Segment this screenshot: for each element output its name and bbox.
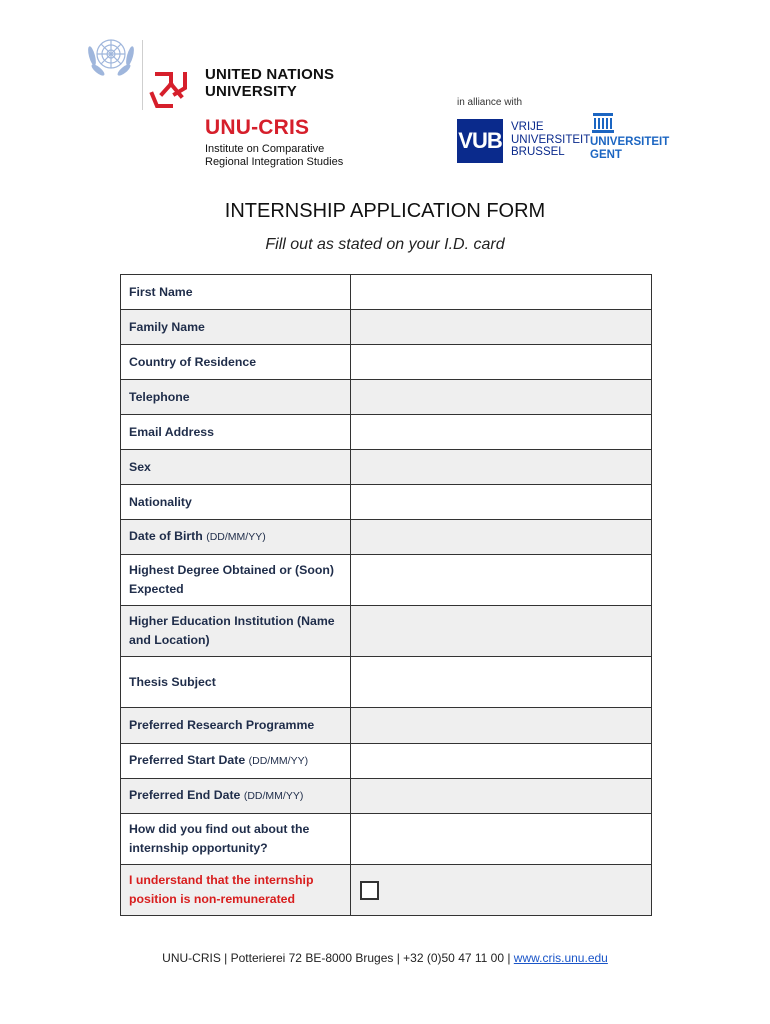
- dob-format-hint: (DD/MM/YY): [206, 531, 266, 543]
- first-name-field[interactable]: [351, 275, 652, 310]
- end-date-label-text: Preferred End Date: [129, 788, 241, 802]
- start-date-format-hint: (DD/MM/YY): [248, 755, 309, 767]
- unu-name-line2: UNIVERSITY: [205, 83, 298, 100]
- unu-logo-icon: [148, 66, 194, 112]
- thesis-field[interactable]: [351, 657, 652, 708]
- label-country: Country of Residence: [121, 345, 351, 380]
- row-thesis: [121, 657, 652, 708]
- label-referral: How did you find out about the internship opportunity?: [121, 814, 351, 865]
- email-field[interactable]: [351, 415, 652, 450]
- end-date-format-hint: (DD/MM/YY): [243, 790, 304, 802]
- ugent-name: [590, 136, 669, 161]
- nationality-field[interactable]: [351, 485, 652, 520]
- cris-subtitle: [205, 143, 343, 169]
- alliance-text: in alliance with: [457, 97, 523, 108]
- label-sex: Sex: [121, 450, 351, 485]
- sex-field[interactable]: [351, 450, 652, 485]
- dob-label-text: Date of Birth: [129, 529, 203, 543]
- footer-website-link[interactable]: www.cris.unu.edu: [513, 951, 608, 965]
- label-institution: Higher Education Institution (Name and Location): [121, 606, 351, 657]
- start-date-label-text: Preferred Start Date: [129, 753, 246, 767]
- footer: [0, 951, 770, 965]
- row-research-programme: [121, 708, 652, 744]
- row-highest-degree: [121, 555, 652, 606]
- row-date-of-birth: [121, 520, 652, 555]
- row-institution: [121, 606, 652, 657]
- date-of-birth-field[interactable]: [351, 520, 652, 555]
- vub-line2: UNIVERSITEIT: [511, 133, 591, 146]
- institution-field[interactable]: [351, 606, 652, 657]
- row-referral: [121, 814, 652, 865]
- footer-address: UNU-CRIS | Potterierei 72 BE-8000 Bruges | +32 (0)50 47 11 00 |: [162, 951, 514, 965]
- form-subtitle: Fill out as stated on your I.D. card: [265, 236, 505, 253]
- label-telephone: Telephone: [121, 380, 351, 415]
- non-remunerated-cell: [351, 865, 652, 916]
- label-family-name: Family Name: [121, 310, 351, 345]
- label-end-date: [121, 779, 351, 814]
- cris-sub-line1: Institute on Comparative: [205, 143, 325, 155]
- row-telephone: [121, 380, 652, 415]
- start-date-field[interactable]: [351, 744, 652, 779]
- label-date-of-birth: [121, 520, 351, 555]
- label-start-date: [121, 744, 351, 779]
- form-title: INTERNSHIP APPLICATION FORM: [224, 200, 546, 222]
- application-form-table: [120, 274, 652, 916]
- row-country: [121, 345, 652, 380]
- ugent-line2: GENT: [590, 148, 622, 161]
- label-email: Email Address: [121, 415, 351, 450]
- cris-title: UNU-CRIS: [205, 116, 310, 139]
- highest-degree-field[interactable]: [351, 555, 652, 606]
- cris-sub-line2: Regional Integration Studies: [205, 156, 344, 168]
- ugent-building-icon: [590, 111, 616, 135]
- telephone-field[interactable]: [351, 380, 652, 415]
- vub-line1: VRIJE: [511, 121, 544, 133]
- label-non-remunerated: I understand that the internship position is non-remunerated: [121, 865, 351, 916]
- label-highest-degree: Highest Degree Obtained or (Soon) Expected: [121, 555, 351, 606]
- row-non-remunerated: [121, 865, 652, 916]
- row-start-date: [121, 744, 652, 779]
- label-first-name: First Name: [121, 275, 351, 310]
- label-research-programme: Preferred Research Programme: [121, 708, 351, 744]
- row-end-date: [121, 779, 652, 814]
- vub-line3: BRUSSEL: [511, 146, 565, 158]
- ugent-line1: UNIVERSITEIT: [590, 136, 670, 148]
- row-first-name: [121, 275, 652, 310]
- vub-name: [511, 121, 590, 159]
- row-nationality: [121, 485, 652, 520]
- row-email: [121, 415, 652, 450]
- family-name-field[interactable]: [351, 310, 652, 345]
- research-programme-field[interactable]: [351, 708, 652, 744]
- header-divider: [142, 40, 143, 110]
- un-emblem-logo: [84, 32, 138, 78]
- non-remunerated-checkbox[interactable]: [360, 881, 379, 900]
- country-field[interactable]: [351, 345, 652, 380]
- unu-name: [205, 66, 334, 100]
- row-sex: [121, 450, 652, 485]
- end-date-field[interactable]: [351, 779, 652, 814]
- referral-field[interactable]: [351, 814, 652, 865]
- label-thesis: Thesis Subject: [121, 657, 351, 708]
- unu-name-line1: UNITED NATIONS: [205, 66, 335, 83]
- row-family-name: [121, 310, 652, 345]
- label-nationality: Nationality: [121, 485, 351, 520]
- vub-logo: VUB: [457, 119, 503, 163]
